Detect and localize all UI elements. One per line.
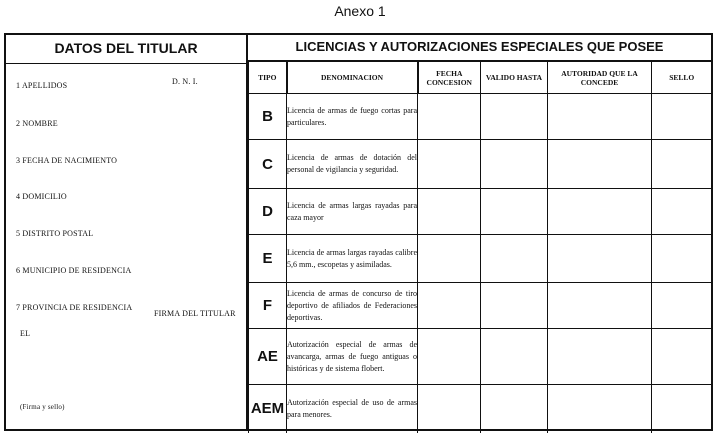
- form-frame: [4, 33, 713, 431]
- tipo-cell: B: [249, 94, 287, 140]
- sello-cell[interactable]: [652, 385, 712, 433]
- tipo-cell: C: [249, 140, 287, 189]
- fecha-cell[interactable]: [418, 140, 481, 189]
- denominacion-cell: Licencia de armas de dotación del personal de vigilancia y seguridad.: [287, 140, 418, 189]
- titular-title-rule: [6, 63, 246, 64]
- licencias-table: [248, 62, 712, 433]
- sello-cell[interactable]: [652, 189, 712, 235]
- field-fecha-nacimiento: 3 FECHA DE NACIMIENTO: [16, 156, 118, 165]
- fecha-cell[interactable]: [418, 329, 481, 385]
- valido-cell[interactable]: [481, 385, 548, 433]
- autoridad-cell[interactable]: [548, 235, 652, 283]
- table-row: [249, 329, 712, 385]
- tipo-cell: D: [249, 189, 287, 235]
- licencias-title: LICENCIAS Y AUTORIZACIONES ESPECIALES QUE POSEE: [295, 39, 664, 54]
- valido-cell[interactable]: [481, 283, 548, 329]
- autoridad-cell[interactable]: [548, 140, 652, 189]
- header-sello: SELLO: [652, 62, 712, 94]
- stamp-label: (Firma y sello): [20, 403, 65, 411]
- signature-label: FIRMA DEL TITULAR: [154, 309, 236, 318]
- field-domicilio: 4 DOMICILIO: [16, 192, 67, 201]
- fecha-cell[interactable]: [418, 94, 481, 140]
- denominacion-cell: Licencia de armas de concurso de tiro deportivo de afiliados de Federaciones deportivas.: [287, 283, 418, 329]
- sello-cell[interactable]: [652, 283, 712, 329]
- fecha-cell[interactable]: [418, 235, 481, 283]
- table-row: [249, 94, 712, 140]
- fecha-cell[interactable]: [418, 283, 481, 329]
- titular-title: DATOS DEL TITULAR: [54, 40, 198, 56]
- autoridad-cell[interactable]: [548, 189, 652, 235]
- denominacion-cell: Licencia de armas de fuego cortas para particulares.: [287, 94, 418, 140]
- fecha-cell[interactable]: [418, 385, 481, 433]
- table-row: [249, 140, 712, 189]
- licencias-header-row: [249, 62, 712, 94]
- table-row: [249, 189, 712, 235]
- table-row: [249, 283, 712, 329]
- field-municipio: 6 MUNICIPIO DE RESIDENCIA: [16, 266, 132, 275]
- header-tipo: TIPO: [249, 62, 287, 94]
- autoridad-cell[interactable]: [548, 329, 652, 385]
- autoridad-cell[interactable]: [548, 283, 652, 329]
- field-apellidos: 1 APELLIDOS: [16, 81, 68, 90]
- header-valido-hasta: VALIDO HASTA: [481, 62, 548, 94]
- field-provincia: 7 PROVINCIA DE RESIDENCIA: [16, 303, 133, 312]
- denominacion-cell: Licencia de armas largas rayadas para caza mayor: [287, 189, 418, 235]
- fecha-cell[interactable]: [418, 189, 481, 235]
- table-row: [249, 235, 712, 283]
- autoridad-cell[interactable]: [548, 385, 652, 433]
- denominacion-cell: Licencia de armas largas rayadas calibre 5,6 mm., escopetas y asimiladas.: [287, 235, 418, 283]
- tipo-cell: AE: [249, 329, 287, 385]
- denominacion-cell: Autorización especial de uso de armas para menores.: [287, 385, 418, 433]
- sello-cell[interactable]: [652, 140, 712, 189]
- valido-cell[interactable]: [481, 235, 548, 283]
- field-nombre: 2 NOMBRE: [16, 119, 58, 128]
- annex-title: Anexo 1: [334, 3, 386, 19]
- table-row: [249, 385, 712, 433]
- valido-cell[interactable]: [481, 94, 548, 140]
- sello-cell[interactable]: [652, 329, 712, 385]
- valido-cell[interactable]: [481, 329, 548, 385]
- denominacion-cell: Autorización especial de armas de avancarga, armas de fuego antiguas o históricas y de sistema flobert.: [287, 329, 418, 385]
- header-fecha-concesion: FECHA CONCESION: [418, 62, 481, 94]
- sello-cell[interactable]: [652, 94, 712, 140]
- tipo-cell: F: [249, 283, 287, 329]
- field-el: EL: [20, 329, 31, 338]
- tipo-cell: AEM: [249, 385, 287, 433]
- tipo-cell: E: [249, 235, 287, 283]
- valido-cell[interactable]: [481, 140, 548, 189]
- header-denominacion: DENOMINACION: [287, 62, 418, 94]
- field-distrito-postal: 5 DISTRITO POSTAL: [16, 229, 94, 238]
- autoridad-cell[interactable]: [548, 94, 652, 140]
- header-autoridad: AUTORIDAD QUE LA CONCEDE: [548, 62, 652, 94]
- valido-cell[interactable]: [481, 189, 548, 235]
- sello-cell[interactable]: [652, 235, 712, 283]
- field-dni: D. N. I.: [172, 77, 198, 86]
